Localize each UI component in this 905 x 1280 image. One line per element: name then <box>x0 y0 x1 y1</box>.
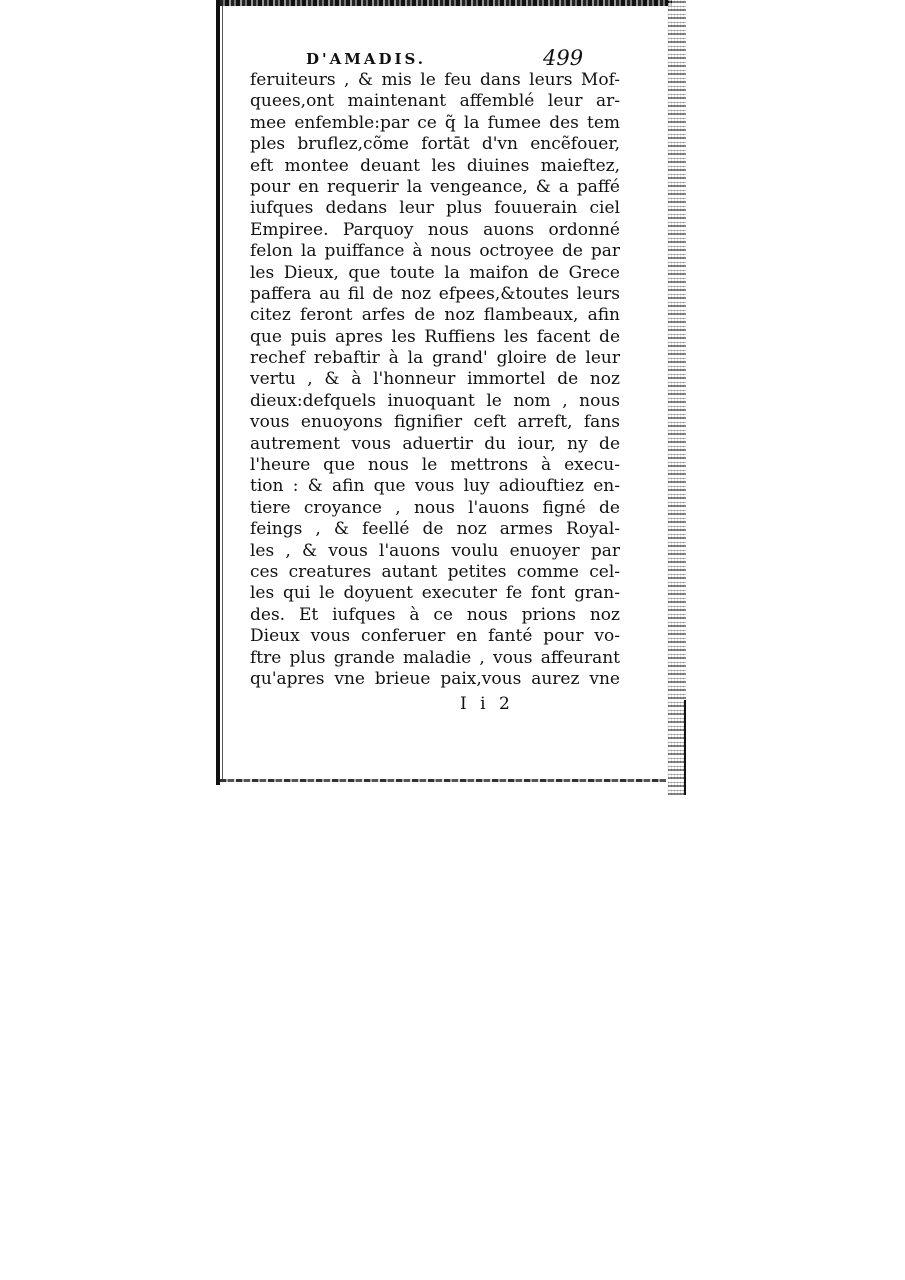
text-line: qu'apres vne brieue paix,vous aurez vne <box>250 668 620 689</box>
text-line: vous enuoyons fignifier ceft arreft, fans <box>250 412 620 433</box>
page-edge-right-line <box>684 700 686 795</box>
text-line: feings , & feellé de noz armes Royal- <box>250 519 620 540</box>
text-line: Empiree. Parquoy nous auons ordonné <box>250 219 620 240</box>
text-line: ftre plus grande maladie , vous affeurant <box>250 647 620 668</box>
text-line: pour en requerir la vengeance, & a paffé <box>250 176 620 197</box>
text-line: tion : & afin que vous luy adiouftiez en- <box>250 476 620 497</box>
text-line: mee enfemble:par ce q̃ la fumee des tem <box>250 112 620 133</box>
text-line: quees,ont maintenant affemblé leur ar- <box>250 91 620 112</box>
text-line: que puis apres les Ruffiens les facent de <box>250 326 620 347</box>
text-line: rechef rebaftir à la grand' gloire de leur <box>250 348 620 369</box>
text-line: Dieux vous conferuer en fanté pour vo- <box>250 626 620 647</box>
body-text <box>250 70 620 690</box>
text-line: felon la puiffance à nous octroyee de par <box>250 241 620 262</box>
page-number: 499 <box>543 46 584 70</box>
page-edge-right <box>668 0 686 795</box>
scanned-page <box>216 0 686 795</box>
text-line: autrement vous aduertir du iour, ny de <box>250 433 620 454</box>
text-line: eft montee deuant les diuines maieftez, <box>250 155 620 176</box>
text-line: citez feront arfes de noz flambeaux, afin <box>250 305 620 326</box>
text-line: les , & vous l'auons voulu enuoyer par <box>250 540 620 561</box>
text-line: ples bruflez,cõme fortāt d'vn encẽfouer, <box>250 134 620 155</box>
text-line: tiere croyance , nous l'auons figné de <box>250 497 620 518</box>
text-line: feruiteurs , & mis le feu dans leurs Mof- <box>250 70 620 90</box>
text-line: vertu , & à l'honneur immortel de noz <box>250 369 620 390</box>
text-line: ces creatures autant petites comme cel- <box>250 561 620 582</box>
page-edge-left <box>216 0 220 785</box>
signature-mark: I i 2 <box>460 694 514 714</box>
running-title: D'AMADIS. <box>306 50 427 68</box>
text-line: les qui le doyuent executer fe font gran- <box>250 583 620 604</box>
text-line: iufques dedans leur plus fouuerain ciel <box>250 198 620 219</box>
text-line: l'heure que nous le mettrons à execu- <box>250 455 620 476</box>
text-line: les Dieux, que toute la maifon de Grece <box>250 262 620 283</box>
text-line: paffera au fil de noz efpees,&toutes leurs <box>250 283 620 304</box>
text-line: dieux:defquels inuoquant le nom , nous <box>250 390 620 411</box>
page-edge-top <box>220 0 672 6</box>
text-line: des. Et iufques à ce nous prions noz <box>250 604 620 625</box>
page-edge-left-inner <box>222 0 223 780</box>
page-edge-bottom <box>220 779 666 782</box>
page-header <box>306 46 606 72</box>
